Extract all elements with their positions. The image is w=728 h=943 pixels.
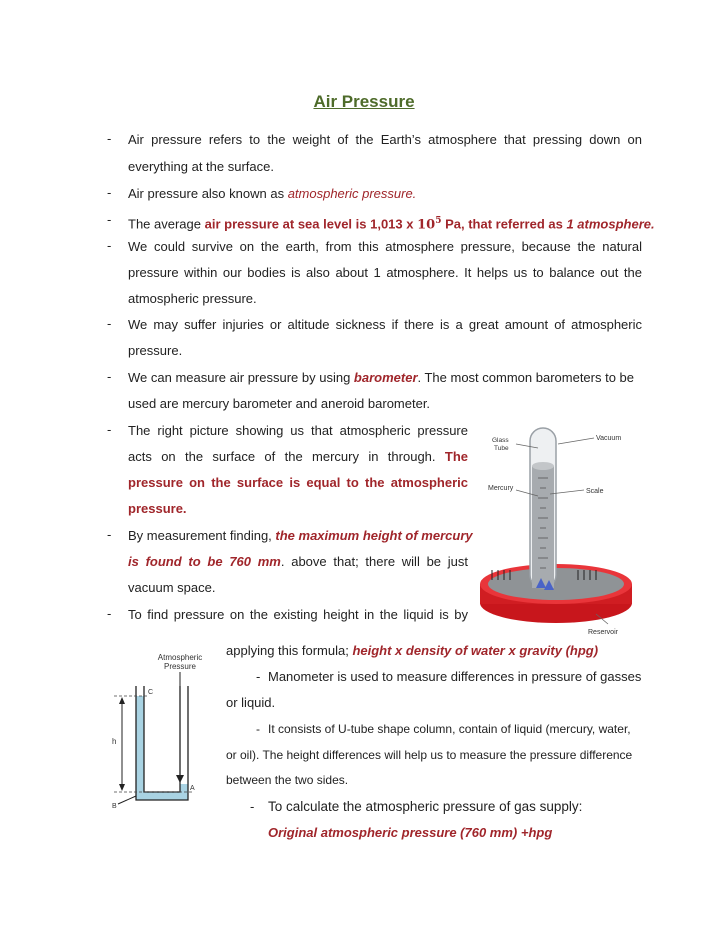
p11-line-a: It consists of U-tube shape column, contain of liquid (mercury, water, [268,722,631,736]
p8-line-b [128,553,468,571]
p7-text-b1: acts on the surface of the mercury in through. [128,449,445,464]
pressure-label-right: Pressure [572,558,600,565]
label-a: A [190,785,195,792]
p6-line-b: used are mercury barometer and aneroid barometer. [128,396,431,411]
p3-text-c: Pa, that referred as [441,216,567,232]
label-b: B [112,803,117,810]
mercury-column [532,466,554,588]
mercury-label: Mercury [488,485,514,492]
sub-bullet-dash: - [256,669,261,684]
sub-bullet-dash: - [250,799,255,814]
p8-text-a2: the maximum height of mercury [275,528,473,543]
p1-line-a: Air pressure refers to the weight of the Earth’s atmosphere that pressing down on [128,132,642,147]
p12-line-a: To calculate the atmospheric pressure of gas supply: [268,799,583,814]
p5-line-b: pressure. [128,343,183,358]
p11-line-c: between the two sides. [226,773,349,787]
p7-line-d: pressure. [128,501,187,516]
p6-term: barometer [353,370,418,385]
p9-text-b1: applying this formula; [226,643,353,658]
p9-formula: height x density of water x gravity (hpg) [352,643,599,658]
bullet-dash: - [107,212,112,227]
p11-line-b: or oil). The height differences will help us to measure the pressure difference [226,748,633,762]
label-c: C [148,689,154,696]
p8-text-b2: . above that; there will be just [280,554,468,569]
p5-line-a: We may suffer injuries or altitude sickness if there is a great amount of atmospheric [128,317,642,332]
p2-term: atmospheric pressure. [287,186,417,201]
p7-line-b [128,448,468,466]
p8-line-c: vacuum space. [128,580,216,595]
p3-line [128,212,655,234]
p4-line-c: atmospheric pressure. [128,291,257,306]
mercury-barometer-figure [478,418,638,640]
vacuum-label: Vacuum [596,435,622,442]
p8-text-a1: By measurement finding, [128,528,276,543]
air-label-right: Air [581,550,591,557]
bullet-dash: - [107,606,112,621]
sub-bullet-dash: - [256,722,260,736]
p10-line-a: Manometer is used to measure differences in pressure of gasses [268,669,642,684]
bullet-dash: - [107,422,112,437]
u-tube-inner [144,686,180,792]
bullet-dash: - [107,369,112,384]
scale-label: Scale [586,488,604,495]
bullet-dash: - [107,527,112,542]
label-h: h [112,737,117,746]
bullet-dash: - [107,185,112,200]
p7-line-c: pressure on the surface is equal to the atmospheric [128,475,468,490]
pressure-label-left: Pressure [486,558,514,565]
p7-text-b2: The [444,449,468,464]
p3-exp: 5 [435,216,442,226]
p3-text-a: The average [128,216,205,232]
p2-text: Air pressure also known as [128,186,288,201]
p8-text-b1: is found to be 760 mm [128,554,281,569]
arrow-down-icon [119,784,125,791]
p6-line-a [128,369,634,387]
p6-text-a1: We can measure air pressure by using [128,370,354,385]
bullet-dash: - [107,238,112,253]
p7-line-a: The right picture showing us that atmospheric pressure [128,423,468,438]
p9-line-a: To find pressure on the existing height in the liquid is by [128,607,468,622]
arrow-up-icon [119,697,125,704]
b-pointer [118,796,136,804]
p3-text-d: 1 atmosphere. [566,216,655,232]
p9-line-b [226,642,598,660]
tube-label: Tube [494,445,509,452]
p12-line-b: Original atmospheric pressure (760 mm) +hpg [268,825,553,840]
p10-line-b: or liquid. [226,695,276,710]
bullet-dash: - [107,131,112,146]
p4-line-a: We could survive on the earth, from this atmosphere pressure, because the natural [128,239,642,254]
p8-line-a [128,527,473,545]
reservoir-label: Reservoir [588,629,618,636]
page-title: Air Pressure [313,92,415,111]
p6-text-a3: . The most common barometers to be [417,370,635,385]
p2-line [128,185,416,203]
p4-line-b: pressure within our bodies is also about 1 atmosphere. It helps us to balance out the [128,265,642,280]
p1-line-b: everything at the surface. [128,159,274,174]
atmospheric-label: Atmospheric [157,653,203,662]
p3-text-b: air pressure at sea level is 1,013 x [204,216,418,232]
air-label-left: Air [495,550,505,557]
p3-base: 10 [417,217,436,233]
pressure-label: Pressure [163,662,197,671]
manometer-figure [108,646,218,818]
mercury-meniscus [532,462,554,470]
bullet-dash: - [107,316,112,331]
glass-label: Glass [492,437,509,444]
